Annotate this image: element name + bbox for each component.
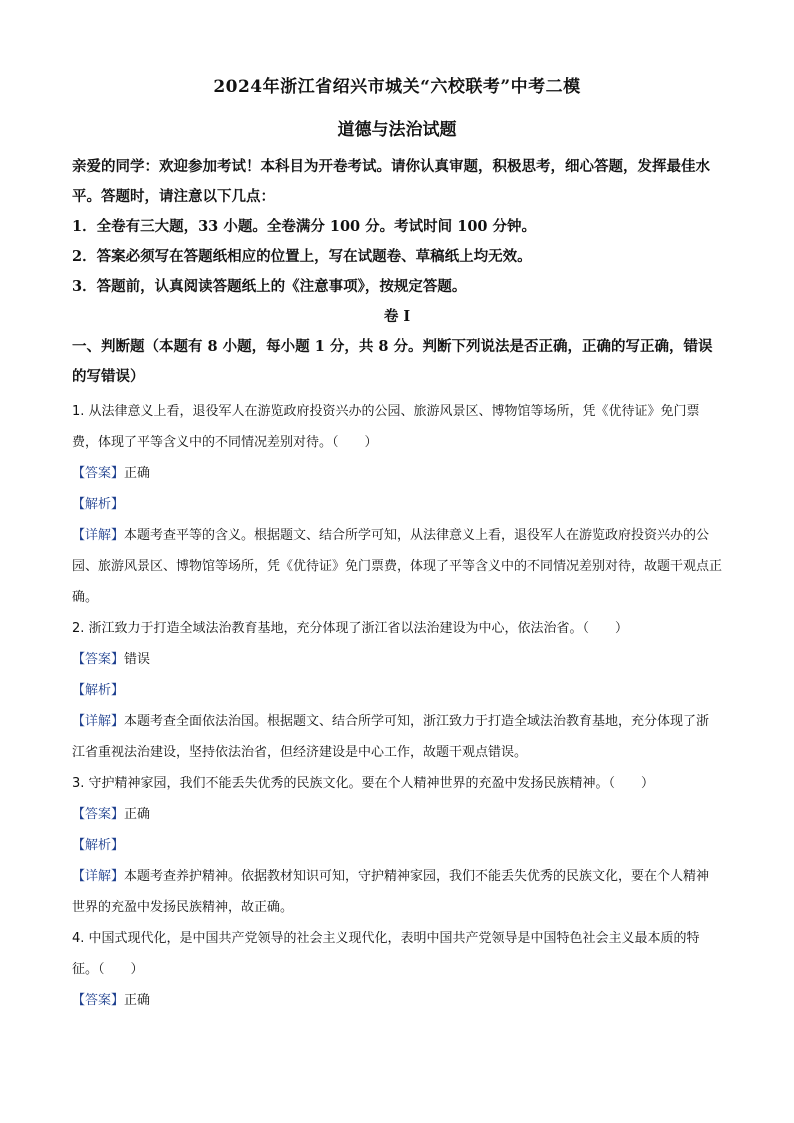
question-1-answer: 正确 — [124, 466, 151, 481]
question-4-answer-row — [72, 985, 722, 1016]
detail-label: 【详解】 — [72, 869, 125, 884]
question-1-detail: 本题考查平等的含义。根据题文、结合所学可知，从法律意义上看，退役军人在游览政府投资兴办的公园、旅游风景区、博物馆等场所，凭《优待证》免门票费，体现了平等含义中的不同情况差别对待，故题干观点正确。 — [72, 528, 723, 605]
question-2-stem: 2. 浙江致力于打造全域法治教育基地，充分体现了浙江省以法治建设为中心，依法治省。（ ） — [72, 621, 629, 636]
question-3-analysis-row — [72, 830, 722, 861]
analysis-label: 【解析】 — [72, 497, 125, 512]
intro-note-1: 1．全卷有三大题，33 小题。全卷满分 100 分。考试时间 100 分钟。 — [72, 218, 537, 235]
detail-label: 【详解】 — [72, 528, 125, 543]
question-2-answer: 错误 — [124, 652, 151, 667]
question-3-stem: 3. 守护精神家园，我们不能丢失优秀的民族文化。要在个人精神世界的充盈中发扬民族精神。（ ） — [72, 776, 655, 791]
question-2-analysis-row — [72, 675, 722, 706]
question-1-answer-row — [72, 458, 722, 489]
question-2-detail: 本题考查全面依法治国。根据题文、结合所学可知，浙江致力于打造全域法治教育基地，充分体现了浙江省重视法治建设，坚持依法治省，但经济建设是中心工作，故题干观点错误。 — [72, 714, 710, 760]
exam-subtitle: 道德与法治试题 — [337, 120, 457, 140]
question-1-analysis-row — [72, 489, 722, 520]
question-3-answer: 正确 — [124, 807, 151, 822]
answer-label: 【答案】 — [72, 993, 125, 1008]
question-3-detail: 本题考查养护精神。依据教材知识可知，守护精神家园，我们不能丢失优秀的民族文化，要在个人精神世界的充盈中发扬民族精神，故正确。 — [72, 869, 710, 915]
intro-greeting: 亲爱的同学：欢迎参加考试！本科目为开卷考试。请你认真审题，积极思考，细心答题，发挥最佳水平。答题时，请注意以下几点： — [72, 158, 710, 205]
question-4-stem: 4. 中国式现代化，是中国共产党领导的社会主义现代化，表明中国共产党领导是中国特色社会主义最本质的特征。（ ） — [72, 931, 700, 977]
exam-page — [72, 62, 722, 1016]
question-3-answer-row — [72, 799, 722, 830]
question-1-detail-row — [72, 520, 722, 613]
question-4-answer: 正确 — [124, 993, 151, 1008]
intro-note-2: 2．答案必须写在答题纸相应的位置上，写在试题卷、草稿纸上均无效。 — [72, 248, 532, 265]
question-2-answer-row — [72, 644, 722, 675]
detail-label: 【详解】 — [72, 714, 125, 729]
answer-label: 【答案】 — [72, 652, 125, 667]
question-1-stem: 1. 从法律意义上看，退役军人在游览政府投资兴办的公园、旅游风景区、博物馆等场所，凭《优待证》免门票费，体现了平等含义中的不同情况差别对待。（ ） — [72, 404, 700, 450]
analysis-label: 【解析】 — [72, 683, 125, 698]
answer-label: 【答案】 — [72, 807, 125, 822]
question-2-detail-row — [72, 706, 722, 768]
analysis-label: 【解析】 — [72, 838, 125, 853]
intro-note-3: 3．答题前，认真阅读答题纸上的《注意事项》，按规定答题。 — [72, 278, 467, 295]
answer-label: 【答案】 — [72, 466, 125, 481]
question-3-detail-row — [72, 861, 722, 923]
section-heading: 一、判断题（本题有 8 小题，每小题 1 分，共 8 分。判断下列说法是否正确，正确的写正确，错误的写错误） — [72, 338, 713, 385]
volume-label: 卷 I — [383, 308, 411, 325]
exam-title: 2024年浙江省绍兴市城关“六校联考”中考二模 — [213, 77, 581, 97]
